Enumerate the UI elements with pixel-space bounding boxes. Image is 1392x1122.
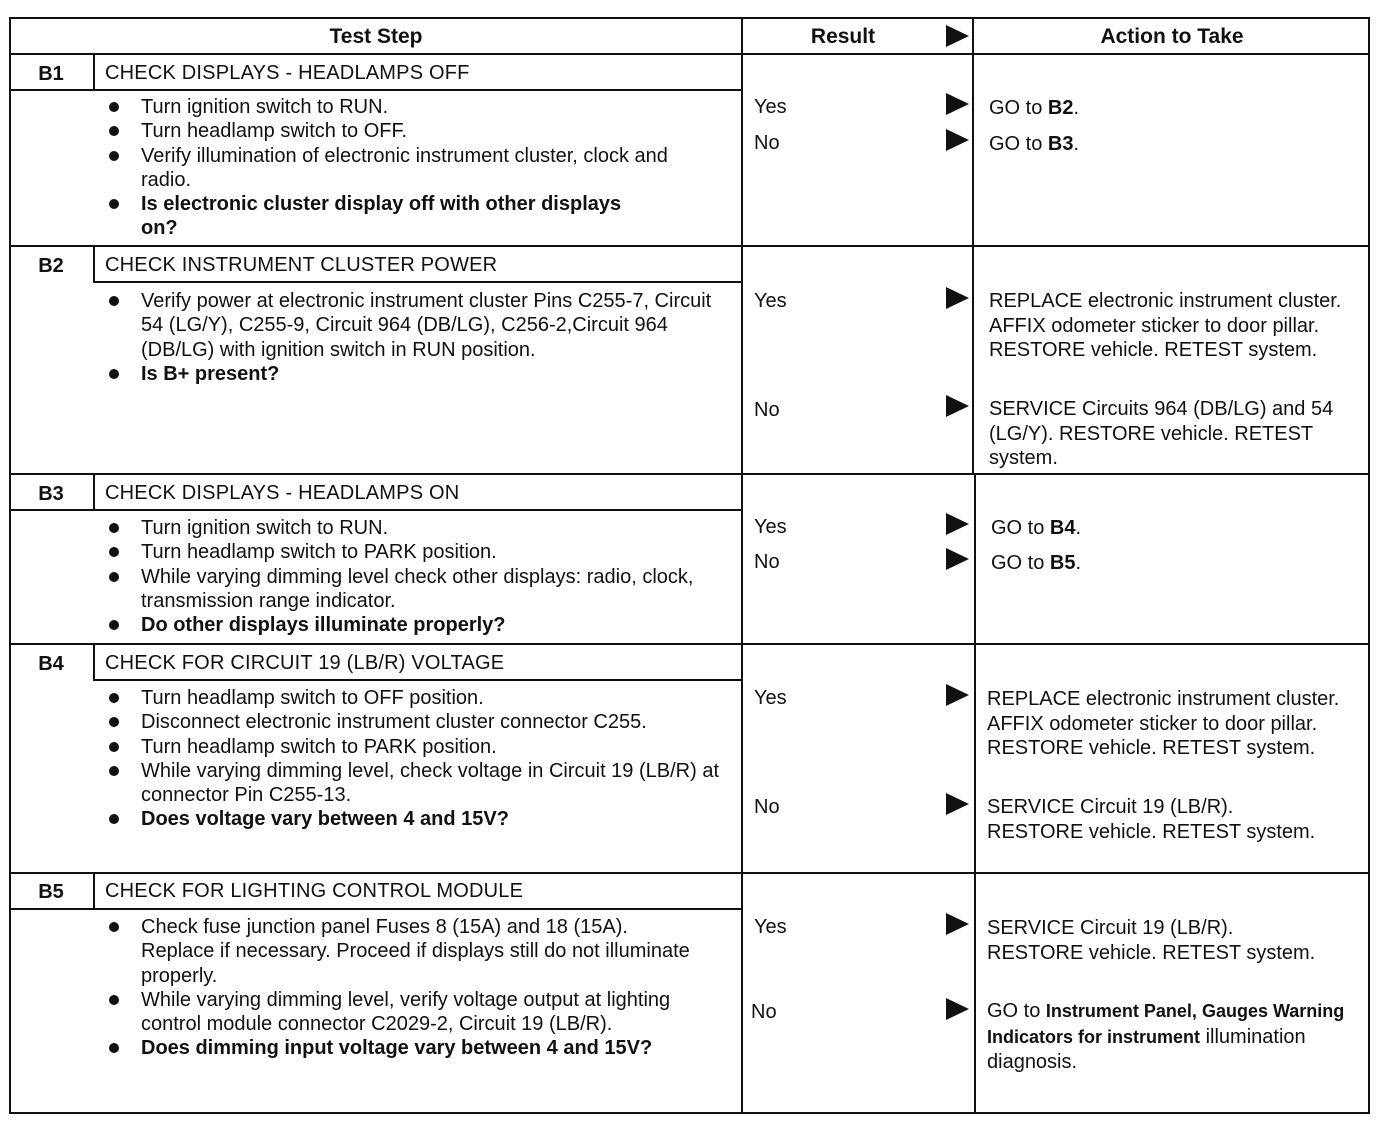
result-no: No [754, 796, 780, 818]
col-divider-result [741, 19, 743, 1112]
result-yes: Yes [754, 290, 787, 312]
arrow-icon [946, 287, 969, 309]
action-text: GO to Instrument Panel, Gauges Warning Indicators for instrument illumination diagnosis. [987, 1000, 1345, 1073]
step-bullets [109, 516, 709, 637]
action-text: GO to B5. [991, 552, 1082, 574]
header-arrow-icon [946, 25, 969, 47]
step-id: B1 [38, 63, 64, 85]
bullet-icon [109, 693, 119, 703]
bullet-item: While varying dimming level, check voltage in Circuit 19 (LB/R) at connector Pin C255-13. [109, 759, 721, 808]
col-divider-action-1 [972, 19, 974, 475]
bullet-icon [109, 102, 119, 112]
action-text: GO to B2. [989, 97, 1080, 119]
bullet-icon [109, 1043, 119, 1053]
title-divider [11, 908, 741, 910]
bullet-icon [109, 296, 119, 306]
step-id: B3 [38, 483, 64, 505]
bullet-item: Turn headlamp switch to PARK position. [109, 735, 709, 759]
step-title: CHECK FOR LIGHTING CONTROL MODULE [105, 880, 524, 902]
result-no: No [751, 1001, 777, 1023]
result-yes: Yes [754, 96, 787, 118]
bullet-item: While varying dimming level, verify voltage output at lighting control module connector C2029-2, Circuit 19 (LB/R). [109, 988, 731, 1037]
step-bullets [109, 289, 712, 386]
bullet-icon [109, 199, 119, 209]
action-text: REPLACE electronic instrument cluster. AFFIX odometer sticker to door pillar. RESTORE vehicle. RETEST system. [989, 290, 1342, 361]
bullet-icon [109, 523, 119, 533]
step-bullets [109, 95, 709, 241]
arrow-icon [946, 793, 969, 815]
bullet-icon [109, 995, 119, 1005]
bullet-item: Turn headlamp switch to OFF position. [109, 686, 709, 710]
arrow-icon [946, 913, 969, 935]
arrow-icon [946, 93, 969, 115]
diagnostic-table [9, 17, 1370, 1114]
action-text: GO to B3. [989, 133, 1080, 155]
arrow-icon [946, 998, 969, 1020]
step-bullets [109, 686, 719, 832]
bullet-icon [109, 572, 119, 582]
result-no: No [754, 551, 780, 573]
action-text: GO to B4. [991, 517, 1082, 539]
bullet-item: Turn headlamp switch to OFF. [109, 119, 709, 143]
bullet-question: Does voltage vary between 4 and 15V? [109, 807, 709, 831]
bullet-icon [109, 369, 119, 379]
step-id: B5 [38, 881, 64, 903]
arrow-icon [946, 513, 969, 535]
bullet-icon [109, 126, 119, 136]
bullet-question: Do other displays illuminate properly? [109, 613, 709, 637]
arrow-icon [946, 395, 969, 417]
bullet-question: Does dimming input voltage vary between 4 and 15V? [109, 1036, 731, 1060]
bullet-icon [109, 151, 119, 161]
bullet-icon [109, 814, 119, 824]
bullet-item: Verify power at electronic instrument cluster Pins C255-7, Circuit 54 (LG/Y), C255-9, Circuit 964 (DB/LG), C256-2,Circuit 964 (DB/LG) with ignition switch in RUN position. [109, 289, 721, 362]
step-id-divider [93, 475, 95, 510]
step-id-divider [93, 55, 95, 90]
bullet-item: Turn ignition switch to RUN. [109, 95, 709, 119]
action-text: SERVICE Circuit 19 (LB/R). RESTORE vehicle. RETEST system. [987, 796, 1316, 843]
bullet-icon [109, 742, 119, 752]
result-yes: Yes [754, 516, 787, 538]
bullet-item: Disconnect electronic instrument cluster connector C255. [109, 710, 721, 734]
step-title: CHECK DISPLAYS - HEADLAMPS ON [105, 482, 460, 504]
result-yes: Yes [754, 687, 787, 709]
bullet-question: Is electronic cluster display off with other displays on? [109, 192, 641, 241]
bullet-item: Verify illumination of electronic instrument cluster, clock and radio. [109, 144, 689, 193]
bullet-icon [109, 547, 119, 557]
step-title: CHECK INSTRUMENT CLUSTER POWER [105, 254, 498, 276]
header-result: Result [810, 25, 876, 48]
bullet-icon [109, 766, 119, 776]
col-divider-action-2 [974, 475, 976, 1112]
title-divider [11, 89, 741, 91]
bullet-icon [109, 620, 119, 630]
action-text: REPLACE electronic instrument cluster. AFFIX odometer sticker to door pillar. RESTORE vehicle. RETEST system. [987, 688, 1340, 759]
step-title: CHECK FOR CIRCUIT 19 (LB/R) VOLTAGE [105, 652, 505, 674]
title-divider [93, 679, 741, 681]
step-id: B2 [38, 255, 64, 277]
header-action: Action to Take [1100, 25, 1244, 48]
bullet-icon [109, 717, 119, 727]
step-id-divider [93, 247, 95, 282]
result-no: No [754, 132, 780, 154]
result-no: No [754, 399, 780, 421]
header-divider [11, 53, 1368, 55]
row-divider [11, 473, 1368, 475]
row-divider [11, 245, 1368, 247]
row-divider [11, 643, 1368, 645]
result-yes: Yes [754, 916, 787, 938]
row-divider [11, 872, 1368, 874]
bullet-item: Turn ignition switch to RUN. [109, 516, 709, 540]
step-title: CHECK DISPLAYS - HEADLAMPS OFF [105, 62, 470, 84]
title-divider [11, 509, 741, 511]
arrow-icon [946, 684, 969, 706]
step-id-divider [93, 645, 95, 680]
bullet-question: Is B+ present? [109, 362, 709, 386]
bullet-item: Check fuse junction panel Fuses 8 (15A) and 18 (15A). Replace if necessary. Proceed if displays still do not illuminate properly. [109, 915, 701, 988]
bullet-item: While varying dimming level check other displays: radio, clock, transmission range indicator. [109, 565, 721, 614]
step-bullets [109, 915, 709, 1061]
arrow-icon [946, 548, 969, 570]
bullet-item: Turn headlamp switch to PARK position. [109, 540, 709, 564]
action-text: SERVICE Circuit 19 (LB/R). RESTORE vehicle. RETEST system. [987, 917, 1316, 964]
action-text: SERVICE Circuits 964 (DB/LG) and 54 (LG/Y). RESTORE vehicle. RETEST system. [989, 398, 1334, 469]
header-test-step: Test Step [329, 25, 423, 48]
bullet-icon [109, 922, 119, 932]
title-divider [93, 281, 741, 283]
step-id: B4 [38, 653, 64, 675]
arrow-icon [946, 129, 969, 151]
step-id-divider [93, 874, 95, 909]
